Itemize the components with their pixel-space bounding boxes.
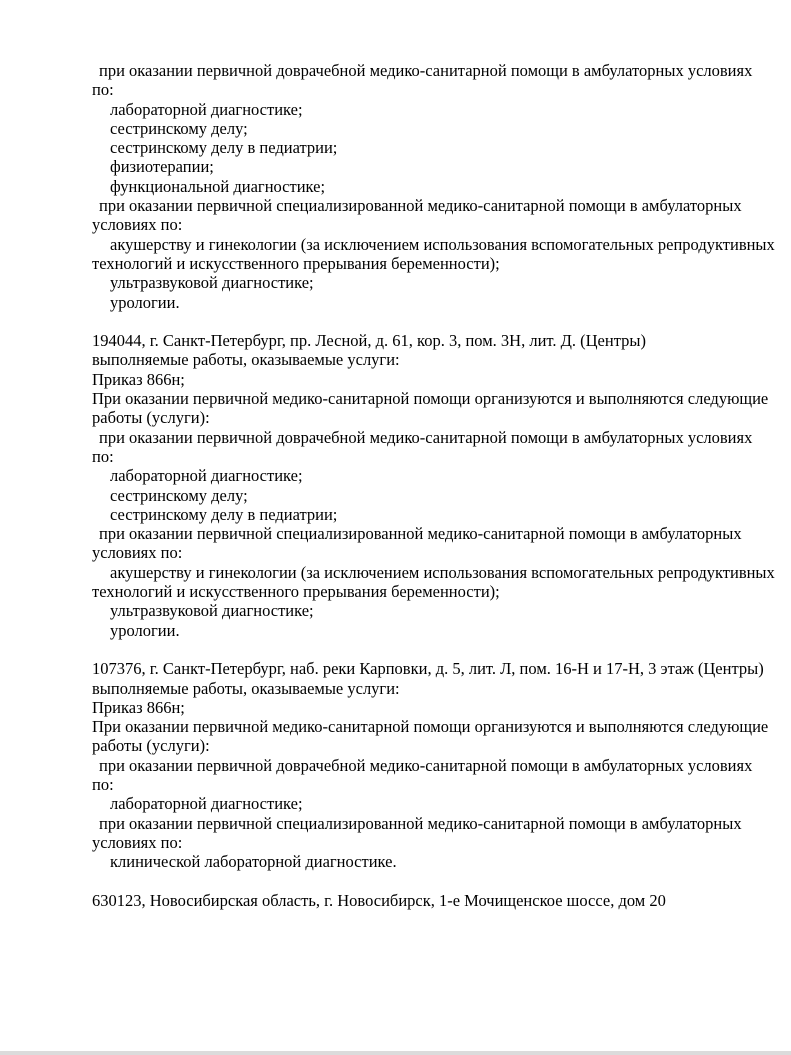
doc-line: акушерству и гинекологии (за исключением использования вспомогательных репродуктивных bbox=[110, 562, 775, 582]
doc-line: при оказании первичной специализированной медико-санитарной помощи в амбулаторных bbox=[99, 196, 742, 216]
doc-line: при оказании первичной специализированной медико-санитарной помощи в амбулаторных bbox=[99, 813, 742, 833]
doc-line: 630123, Новосибирская область, г. Новосибирск, 1-е Мочищенское шоссе, дом 20 bbox=[92, 890, 666, 910]
doc-line: по: bbox=[92, 80, 114, 100]
doc-line: по: bbox=[92, 774, 114, 794]
doc-line: сестринскому делу; bbox=[110, 485, 248, 505]
doc-line: условиях по: bbox=[92, 215, 183, 235]
doc-line: При оказании первичной медико-санитарной помощи организуются и выполняются следующие bbox=[92, 389, 769, 409]
license-document-text bbox=[92, 61, 782, 910]
doc-line: технологий и искусственного прерывания беременности); bbox=[92, 253, 500, 273]
address-block-karpovki bbox=[92, 659, 782, 871]
doc-line: лабораторной диагностике; bbox=[110, 99, 303, 119]
address-block-lesnoy bbox=[92, 331, 782, 640]
doc-line: при оказании первичной доврачебной медико-санитарной помощи в амбулаторных условиях bbox=[99, 61, 753, 80]
page-bottom-divider bbox=[0, 1051, 791, 1055]
doc-line: сестринскому делу в педиатрии; bbox=[110, 138, 338, 158]
doc-line: физиотерапии; bbox=[110, 157, 214, 177]
doc-line: условиях по: bbox=[92, 543, 183, 563]
doc-line: При оказании первичной медико-санитарной помощи организуются и выполняются следующие bbox=[92, 717, 769, 737]
doc-line: клинической лабораторной диагностике. bbox=[110, 852, 397, 872]
doc-line: функциональной диагностике; bbox=[110, 176, 326, 196]
doc-line: при оказании первичной доврачебной медико-санитарной помощи в амбулаторных условиях bbox=[99, 427, 753, 447]
doc-line: Приказ 866н; bbox=[92, 697, 185, 717]
doc-line: урологии. bbox=[110, 620, 180, 640]
doc-line: ультразвуковой диагностике; bbox=[110, 273, 314, 293]
doc-line: при оказании первичной специализированной медико-санитарной помощи в амбулаторных bbox=[99, 524, 742, 544]
address-block-novosibirsk bbox=[92, 891, 782, 910]
doc-line: урологии. bbox=[110, 292, 180, 312]
doc-line: акушерству и гинекологии (за исключением использования вспомогательных репродуктивных bbox=[110, 234, 775, 254]
doc-line: 107376, г. Санкт-Петербург, наб. реки Карповки, д. 5, лит. Л, пом. 16-Н и 17-Н, 3 этаж (Центры) bbox=[92, 659, 764, 679]
doc-line: выполняемые работы, оказываемые услуги: bbox=[92, 350, 400, 370]
doc-line: сестринскому делу; bbox=[110, 118, 248, 138]
doc-line: работы (услуги): bbox=[92, 408, 210, 428]
doc-line: выполняемые работы, оказываемые услуги: bbox=[92, 678, 400, 698]
doc-line: по: bbox=[92, 446, 114, 466]
license-works-block-continued bbox=[92, 61, 782, 312]
doc-line: технологий и искусственного прерывания беременности); bbox=[92, 582, 500, 602]
doc-line: сестринскому делу в педиатрии; bbox=[110, 504, 338, 524]
doc-line: ультразвуковой диагностике; bbox=[110, 601, 314, 621]
doc-line: условиях по: bbox=[92, 832, 183, 852]
doc-line: лабораторной диагностике; bbox=[110, 794, 303, 814]
doc-line: 194044, г. Санкт-Петербург, пр. Лесной, д. 61, кор. 3, пом. 3Н, лит. Д. (Центры) bbox=[92, 331, 646, 351]
doc-line: лабораторной диагностике; bbox=[110, 466, 303, 486]
doc-line: работы (услуги): bbox=[92, 736, 210, 756]
doc-line: Приказ 866н; bbox=[92, 369, 185, 389]
doc-line: при оказании первичной доврачебной медико-санитарной помощи в амбулаторных условиях bbox=[99, 755, 753, 775]
